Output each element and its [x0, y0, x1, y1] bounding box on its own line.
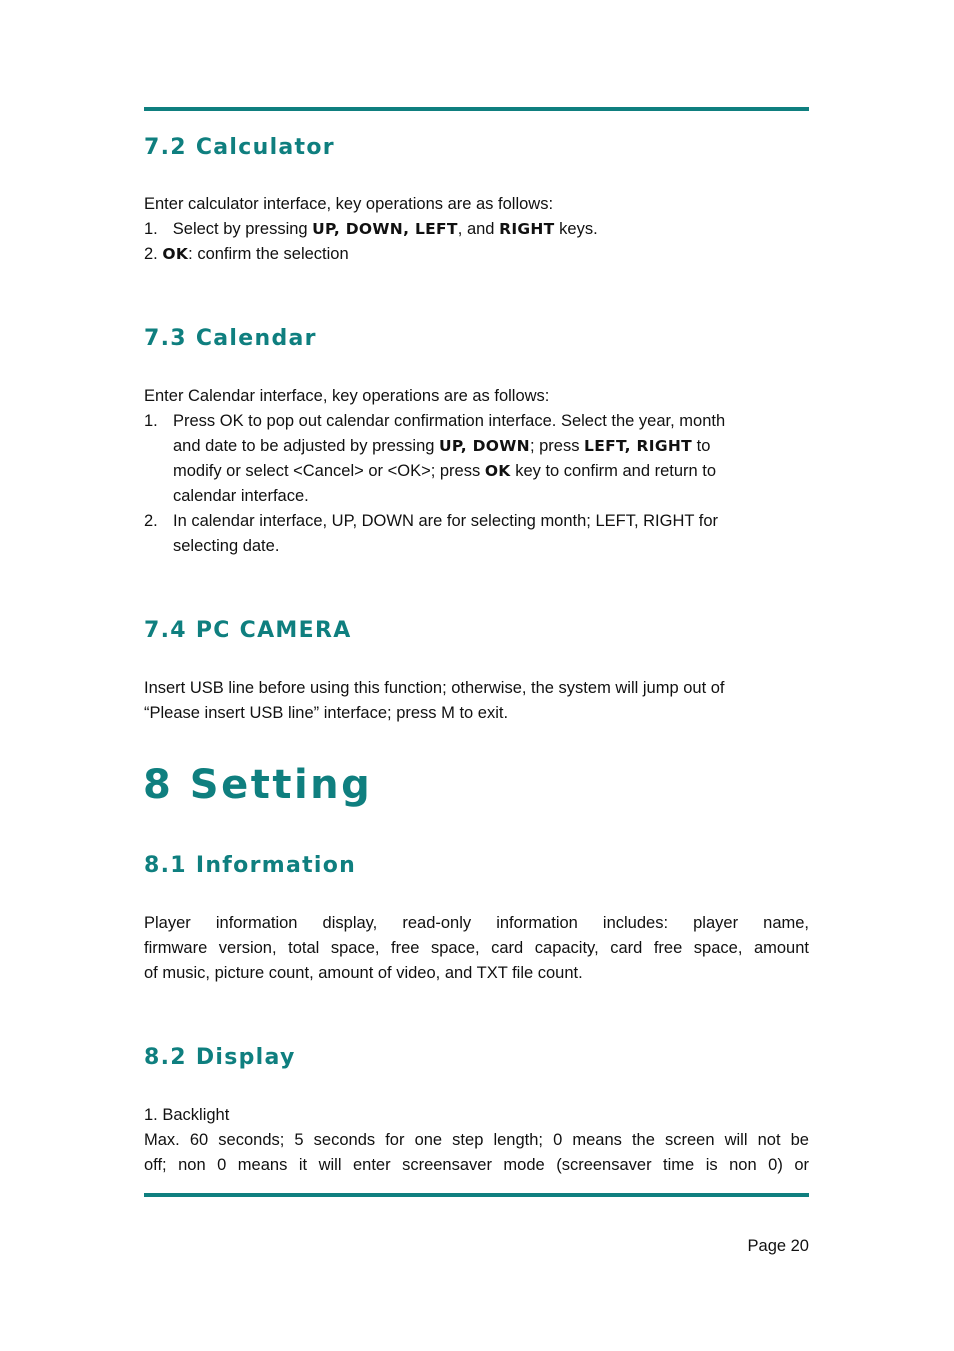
list-number: 2.	[144, 512, 158, 530]
list-number: 2.	[144, 245, 163, 263]
paragraph-line: of music, picture count, amount of video, and TXT file count.	[144, 964, 583, 982]
paragraph-line: Max. 60 seconds; 5 seconds for one step length; 0 means the screen will not be	[144, 1131, 809, 1149]
key-label: OK	[484, 462, 511, 480]
item-text: and date to be adjusted by pressing	[173, 437, 440, 455]
item-text: to	[692, 437, 711, 455]
item-text: , and	[457, 220, 500, 238]
calculator-item-2	[144, 242, 349, 267]
item-text: keys.	[554, 220, 598, 238]
top-rule	[144, 107, 809, 111]
key-label: UP, DOWN, LEFT	[312, 220, 458, 238]
key-label: LEFT, RIGHT	[584, 437, 693, 455]
paragraph-line: Insert USB line before using this function; otherwise, the system will jump out of	[144, 679, 725, 697]
paragraph-line: Player information display, read-only information includes: player name,	[144, 914, 809, 932]
item-line	[173, 459, 809, 484]
heading-display: 8.2 Display	[144, 1045, 296, 1070]
calendar-item-1	[144, 409, 809, 509]
bottom-rule	[144, 1193, 809, 1197]
paragraph-line: “Please insert USB line” interface; press M to exit.	[144, 704, 509, 722]
list-item-body	[173, 509, 809, 559]
item-text: modify or select <Cancel> or <OK>; press	[173, 462, 485, 480]
information-paragraph	[144, 911, 809, 986]
calendar-intro: Enter Calendar interface, key operations are as follows:	[144, 387, 550, 405]
list-number: 1.	[144, 412, 158, 430]
paragraph-line: off; non 0 means it will enter screensaver mode (screensaver time is non 0) or	[144, 1156, 809, 1174]
display-paragraph	[144, 1103, 809, 1178]
page-number: Page 20	[747, 1237, 809, 1255]
pc-camera-paragraph	[144, 676, 809, 726]
key-label: UP, DOWN	[439, 437, 530, 455]
paragraph-line: firmware version, total space, free space, card capacity, card free space, amount	[144, 939, 809, 957]
item-line: Press OK to pop out calendar confirmation interface. Select the year, month	[173, 412, 726, 430]
key-label: RIGHT	[499, 220, 555, 238]
item-text: key to confirm and return to	[510, 462, 717, 480]
item-line: calendar interface.	[173, 487, 309, 505]
heading-information: 8.1 Information	[144, 853, 357, 878]
backlight-subheading: 1. Backlight	[144, 1106, 230, 1124]
heading-calendar: 7.3 Calendar	[144, 326, 317, 351]
item-text: Select by pressing	[172, 220, 313, 238]
item-text: ; press	[529, 437, 585, 455]
heading-pc-camera: 7.4 PC CAMERA	[144, 618, 352, 643]
key-label: OK	[162, 245, 189, 263]
item-line: In calendar interface, UP, DOWN are for selecting month; LEFT, RIGHT for	[173, 512, 719, 530]
heading-setting: 8 Setting	[143, 762, 373, 808]
item-text: : confirm the selection	[188, 245, 349, 263]
item-line	[173, 434, 809, 459]
calculator-item-1	[144, 217, 598, 242]
calendar-item-2	[144, 509, 809, 559]
heading-calculator: 7.2 Calculator	[144, 135, 335, 160]
item-line: selecting date.	[173, 537, 280, 555]
list-number: 1.	[144, 220, 158, 238]
calculator-intro: Enter calculator interface, key operations are as follows:	[144, 195, 554, 213]
list-item-body	[173, 409, 809, 509]
